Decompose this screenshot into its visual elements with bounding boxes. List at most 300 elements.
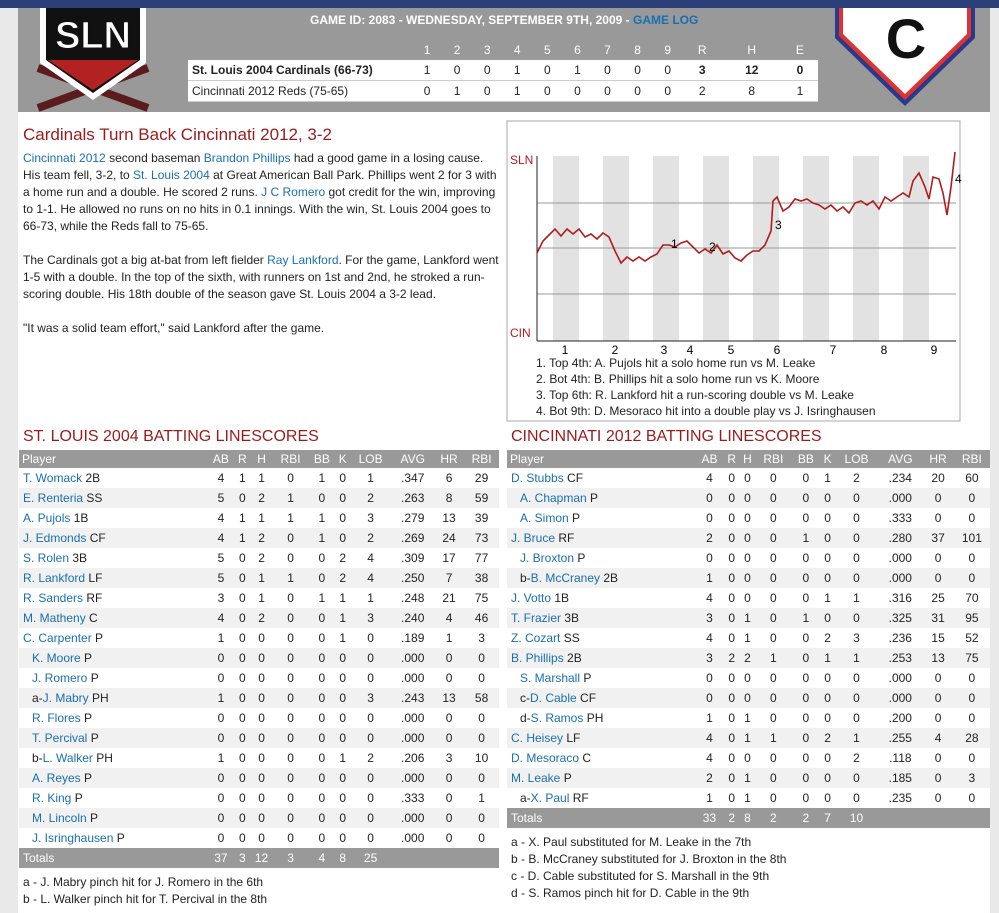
stat-cell: 0 xyxy=(239,751,246,765)
linescore-score: 2 xyxy=(683,81,722,102)
stat-cell: 0 xyxy=(934,751,942,765)
stat-cell: .236 xyxy=(888,631,912,645)
player-link[interactable]: E. Renteria xyxy=(23,491,84,505)
player-link[interactable]: S. Marshall xyxy=(520,671,581,685)
stat-cell: 0 xyxy=(724,488,740,508)
sub-marker: c- xyxy=(520,691,530,705)
stat-cell: .263 xyxy=(391,488,434,508)
footnote: c - D. Cable substituted for S. Marshall in the 9th xyxy=(511,869,770,883)
player-link[interactable]: S. Rolen xyxy=(23,551,70,565)
totals-row xyxy=(19,848,499,868)
stat-cell: 0 xyxy=(824,511,831,525)
stat-cell: 39 xyxy=(474,511,489,525)
player-link[interactable]: A. Pujols xyxy=(23,511,71,525)
player-link[interactable]: X. Paul xyxy=(530,791,570,805)
totals-cell: 7 xyxy=(820,808,834,828)
stat-cell: 0 xyxy=(922,488,953,508)
win-prob-note: 4. Bot 9th: D. Mesoraco hit into a double play vs J. Isringhausen xyxy=(536,404,876,418)
story-link[interactable]: Ray Lankford xyxy=(267,253,339,267)
stat-cell: 0 xyxy=(769,551,777,565)
stat-cell: 0 xyxy=(287,551,294,565)
player-cell xyxy=(507,668,695,688)
story-paragraph-3: "It was a solid team effort," said Lankford after the game. xyxy=(23,321,325,335)
batting-row xyxy=(507,688,990,708)
stat-cell: 0 xyxy=(250,728,273,748)
player-link[interactable]: K. Moore xyxy=(32,651,81,665)
batting-row xyxy=(507,488,990,508)
player-position: 2B xyxy=(603,571,619,585)
stat-cell: 0 xyxy=(273,768,308,788)
linescore-score: 0 xyxy=(623,81,653,102)
stat-cell: 0 xyxy=(755,688,791,708)
batting-row xyxy=(507,728,990,748)
stat-cell: 75 xyxy=(954,648,990,668)
player-position: PH xyxy=(586,711,604,725)
player-cell xyxy=(19,528,207,548)
stat-cell: 0 xyxy=(824,711,831,725)
player-cell xyxy=(507,628,695,648)
stat-cell: .200 xyxy=(888,711,912,725)
stat-cell: 6 xyxy=(445,471,453,485)
batting-row xyxy=(507,588,990,608)
stat-cell: 1 xyxy=(239,471,246,485)
stat-cell: 4 xyxy=(367,551,374,565)
stat-cell: 1 xyxy=(273,568,308,588)
sub-marker: a- xyxy=(32,691,43,705)
stat-cell: 0 xyxy=(802,471,810,485)
stat-cell: 0 xyxy=(318,711,326,725)
stat-cell: 1 xyxy=(235,528,250,548)
totals-cell xyxy=(922,808,953,828)
totals-cell: 2 xyxy=(791,808,820,828)
batting-row xyxy=(507,528,990,548)
inning-tick-label: 6 xyxy=(773,343,781,357)
stat-cell: .279 xyxy=(401,511,425,525)
stat-cell: 1 xyxy=(791,528,820,548)
stat-cell: .333 xyxy=(888,511,912,525)
stat-cell: 1 xyxy=(250,568,273,588)
batting-row xyxy=(19,648,499,668)
player-link[interactable]: J. Bruce xyxy=(511,531,556,545)
linescore-table xyxy=(188,40,818,102)
stat-cell: 101 xyxy=(954,528,990,548)
stat-cell: 0 xyxy=(695,488,724,508)
batting-column-header: RBI xyxy=(954,450,990,468)
stat-cell: 0 xyxy=(802,551,810,565)
stat-cell: 2 xyxy=(695,768,724,788)
linescore-score: 8 xyxy=(722,81,782,102)
stat-cell: 73 xyxy=(464,528,499,548)
player-link[interactable]: M. Leake xyxy=(511,771,561,785)
player-cell xyxy=(19,728,207,748)
stat-cell: 0 xyxy=(802,511,810,525)
player-link[interactable]: Z. Cozart xyxy=(511,631,561,645)
story-link[interactable]: J C Romero xyxy=(261,185,326,199)
player-cell xyxy=(19,648,207,668)
player-link[interactable]: L. Walker xyxy=(42,751,93,765)
player-link[interactable]: B. Phillips xyxy=(511,651,564,665)
story-link[interactable]: Cincinnati 2012 xyxy=(23,151,106,165)
batting-row xyxy=(19,608,499,628)
totals-cell: 3 xyxy=(273,848,308,868)
player-link[interactable]: A. Reyes xyxy=(32,771,81,785)
stat-cell: 1 xyxy=(740,728,756,748)
stat-cell: 0 xyxy=(769,591,777,605)
stat-cell: 0 xyxy=(250,648,273,668)
stat-cell: 75 xyxy=(474,591,489,605)
stat-cell: 0 xyxy=(445,791,453,805)
player-cell xyxy=(507,688,695,708)
batting-column-header: H xyxy=(740,450,756,468)
stat-cell: 0 xyxy=(791,768,820,788)
stat-cell: 0 xyxy=(287,471,294,485)
player-link[interactable]: J. Votto xyxy=(511,591,552,605)
stat-cell: 0 xyxy=(820,688,834,708)
story-link[interactable]: Brandon Phillips xyxy=(203,151,291,165)
player-link[interactable]: S. Ramos xyxy=(530,711,584,725)
stat-cell: 0 xyxy=(728,511,736,525)
stat-cell: 0 xyxy=(434,768,464,788)
player-position: CF xyxy=(89,531,106,545)
totals-cell: 33 xyxy=(695,808,724,828)
stat-cell: 0 xyxy=(824,551,831,565)
player-link[interactable]: C. Carpenter xyxy=(23,631,92,645)
stat-cell: 1 xyxy=(367,471,374,485)
stat-cell: 0 xyxy=(755,608,791,628)
stat-cell: 0 xyxy=(336,768,350,788)
linescore-score: 0 xyxy=(442,60,472,81)
linescore-score: 1 xyxy=(412,60,442,81)
linescore-score: 0 xyxy=(412,81,442,102)
stat-cell: 25 xyxy=(931,591,945,605)
home-batting-table xyxy=(507,450,990,828)
stat-cell: 0 xyxy=(287,751,294,765)
player-link[interactable]: B. McCraney xyxy=(530,571,601,585)
stat-cell: 2 xyxy=(250,608,273,628)
linescore-score: 0 xyxy=(472,81,502,102)
batting-row xyxy=(19,548,499,568)
stat-cell: 0 xyxy=(728,471,736,485)
stat-cell: 1 xyxy=(445,631,453,645)
reds-logo xyxy=(830,8,980,112)
footnote: b - B. McCraney substituted for J. Broxton in the 8th xyxy=(511,852,787,866)
batting-column-header: RBI xyxy=(464,450,499,468)
stat-cell: .000 xyxy=(391,808,434,828)
linescore-score: 1 xyxy=(502,60,532,81)
stat-cell: 0 xyxy=(744,471,751,485)
player-link[interactable]: R. Sanders xyxy=(23,591,84,605)
stat-cell: 13 xyxy=(922,648,953,668)
player-link[interactable]: R. Lankford xyxy=(23,571,86,585)
stat-cell: 0 xyxy=(235,608,250,628)
player-link[interactable]: R. Flores xyxy=(32,711,81,725)
stat-cell: 0 xyxy=(769,511,777,525)
stat-cell: .316 xyxy=(888,591,912,605)
inning-tick-label: 5 xyxy=(727,343,735,357)
stat-cell: 0 xyxy=(445,831,453,845)
batting-row xyxy=(19,568,499,588)
stat-cell: 0 xyxy=(207,768,235,788)
stat-cell: 4 xyxy=(706,751,713,765)
stat-cell: 0 xyxy=(724,608,740,628)
stat-cell: 1 xyxy=(791,608,820,628)
event-marker: 4 xyxy=(955,172,962,186)
home-footnotes xyxy=(511,834,786,902)
stat-cell: 20 xyxy=(931,471,945,485)
stat-cell: 0 xyxy=(724,528,740,548)
stat-cell: 2 xyxy=(336,568,350,588)
stat-cell: 1 xyxy=(755,728,791,748)
stat-cell: 0 xyxy=(769,711,777,725)
stat-cell: 0 xyxy=(235,808,250,828)
stat-cell: 0 xyxy=(802,711,810,725)
stat-cell: .000 xyxy=(391,728,434,748)
stat-cell: 0 xyxy=(835,488,878,508)
player-cell xyxy=(507,528,695,548)
stat-cell: 0 xyxy=(217,671,225,685)
batting-column-header: K xyxy=(820,450,834,468)
stat-cell: 0 xyxy=(802,671,810,685)
stat-cell: 0 xyxy=(755,488,791,508)
stat-cell: 0 xyxy=(207,808,235,828)
stat-cell: 3 xyxy=(445,751,453,765)
stat-cell: 0 xyxy=(954,568,990,588)
stat-cell: 0 xyxy=(318,551,326,565)
stat-cell: 1 xyxy=(824,591,831,605)
stat-cell: 0 xyxy=(706,511,713,525)
player-link[interactable]: A. Chapman xyxy=(520,491,587,505)
batting-row xyxy=(19,688,499,708)
stat-cell: 2 xyxy=(350,528,392,548)
batting-column-header: BB xyxy=(791,450,820,468)
inning-tick-label: 1 xyxy=(561,343,569,357)
stat-cell: 0 xyxy=(287,711,294,725)
batting-column-header: AB xyxy=(695,450,724,468)
story-text: at Great American Ball Park. Phillips went 2 for 3 with a home run and a double. He scored 2 runs. xyxy=(23,168,497,199)
stat-cell: 0 xyxy=(802,631,810,645)
stat-cell: .347 xyxy=(401,471,425,485)
batting-row xyxy=(19,468,499,488)
stat-cell: 2 xyxy=(820,728,834,748)
stat-cell: 0 xyxy=(934,711,942,725)
linescore-score: 0 xyxy=(592,60,622,81)
batting-row xyxy=(507,668,990,688)
linescore-score: 0 xyxy=(562,81,592,102)
player-link[interactable]: D. Cable xyxy=(530,691,577,705)
player-position: LF xyxy=(88,571,103,585)
stat-cell: 0 xyxy=(802,751,810,765)
stat-cell: 0 xyxy=(367,791,374,805)
stat-cell: 0 xyxy=(769,751,777,765)
player-link[interactable]: J. Isringhausen xyxy=(32,831,114,845)
batting-column-header: BB xyxy=(308,450,336,468)
player-link[interactable]: R. King xyxy=(32,791,72,805)
batting-row xyxy=(19,748,499,768)
stat-cell: 0 xyxy=(287,831,294,845)
inning-tick-label: 2 xyxy=(611,343,619,357)
stat-cell: 0 xyxy=(744,751,751,765)
stat-cell: 0 xyxy=(239,591,246,605)
linescore-score: 1 xyxy=(782,81,818,102)
stat-cell: 0 xyxy=(922,568,953,588)
player-position: P xyxy=(84,651,93,665)
stat-cell: 0 xyxy=(339,671,347,685)
player-cell xyxy=(507,568,695,588)
player-link[interactable]: D. Mesoraco xyxy=(511,751,580,765)
stat-cell: 0 xyxy=(728,751,736,765)
stat-cell: 77 xyxy=(474,551,489,565)
right-margin xyxy=(990,8,999,913)
stat-cell: .309 xyxy=(401,551,425,565)
player-cell xyxy=(507,728,695,748)
stat-cell: 0 xyxy=(968,791,976,805)
stat-cell: 0 xyxy=(934,511,942,525)
stat-cell: 1 xyxy=(318,591,326,605)
player-position: LF xyxy=(566,731,581,745)
stat-cell: 46 xyxy=(464,608,499,628)
batting-row xyxy=(19,488,499,508)
stat-cell: 0 xyxy=(853,551,860,565)
stat-cell: 0 xyxy=(217,711,225,725)
player-position: C xyxy=(582,751,592,765)
stat-cell: 0 xyxy=(239,631,246,645)
inning-header: 2 xyxy=(453,43,461,57)
stat-cell: .325 xyxy=(878,608,922,628)
stat-cell: 10 xyxy=(474,751,489,765)
batting-row xyxy=(507,748,990,768)
event-marker: 3 xyxy=(775,218,782,232)
player-position: 1B xyxy=(554,591,570,605)
player-cell xyxy=(19,668,207,688)
event-marker: 2 xyxy=(709,240,716,254)
player-link[interactable]: J. Romero xyxy=(32,671,88,685)
stat-cell: 1 xyxy=(744,791,751,805)
stat-cell: 0 xyxy=(464,728,499,748)
batting-column-header: LOB xyxy=(350,450,392,468)
stat-cell: 0 xyxy=(239,791,246,805)
stat-cell: 0 xyxy=(853,671,860,685)
stat-cell: .000 xyxy=(878,568,922,588)
player-link[interactable]: J. Mabry xyxy=(42,691,89,705)
player-position: P xyxy=(90,811,99,825)
stat-cell: 60 xyxy=(965,471,979,485)
player-link[interactable]: T. Percival xyxy=(32,731,88,745)
stat-cell: 1 xyxy=(336,608,350,628)
stat-cell: 3 xyxy=(954,768,990,788)
stat-cell: 0 xyxy=(728,711,736,725)
stat-cell: 59 xyxy=(464,488,499,508)
stat-cell: 2 xyxy=(250,488,273,508)
stat-cell: .000 xyxy=(391,768,434,788)
game-log-link[interactable]: GAME LOG xyxy=(632,13,699,27)
stat-cell: 0 xyxy=(464,648,499,668)
stat-cell: 37 xyxy=(922,528,953,548)
player-link[interactable]: M. Matheny xyxy=(23,611,86,625)
inning-tick-label: 4 xyxy=(686,343,694,357)
stat-cell: 29 xyxy=(474,471,489,485)
stat-cell: .189 xyxy=(401,631,425,645)
player-link[interactable]: T. Frazier xyxy=(511,611,562,625)
stat-cell: 0 xyxy=(769,471,777,485)
player-cell xyxy=(19,488,207,508)
stat-cell: 2 xyxy=(695,528,724,548)
stat-cell: 0 xyxy=(934,791,942,805)
player-link[interactable]: D. Stubbs xyxy=(511,471,564,485)
stat-cell: 1 xyxy=(339,751,347,765)
stat-cell: 15 xyxy=(931,631,945,645)
player-link[interactable]: J. Broxton xyxy=(520,551,575,565)
player-link[interactable]: M. Lincoln xyxy=(32,811,87,825)
stat-cell: 1 xyxy=(318,511,326,525)
player-link[interactable]: T. Womack xyxy=(23,471,83,485)
sub-marker: a- xyxy=(520,791,531,805)
batting-row xyxy=(507,628,990,648)
stat-cell: 0 xyxy=(273,728,308,748)
player-link[interactable]: J. Edmonds xyxy=(23,531,87,545)
win-prob-note: 2. Bot 4th: B. Phillips hit a solo home run vs K. Moore xyxy=(536,372,820,386)
stat-cell: 0 xyxy=(728,551,736,565)
totals-cell: 2 xyxy=(755,808,791,828)
stat-cell: 1 xyxy=(755,648,791,668)
stat-cell: 0 xyxy=(724,688,740,708)
stat-cell: .118 xyxy=(889,751,912,765)
batting-row xyxy=(507,548,990,568)
stat-cell: 0 xyxy=(350,648,392,668)
stat-cell: 0 xyxy=(235,568,250,588)
player-cell xyxy=(19,568,207,588)
linescore-row xyxy=(188,81,818,102)
stat-cell: 0 xyxy=(445,671,453,685)
stat-cell: .243 xyxy=(391,688,434,708)
stat-cell: 0 xyxy=(820,768,834,788)
player-cell xyxy=(507,748,695,768)
stat-cell: 0 xyxy=(367,671,374,685)
stat-cell: 0 xyxy=(791,488,820,508)
stat-cell: 0 xyxy=(273,608,308,628)
stat-cell: 21 xyxy=(442,591,456,605)
player-link[interactable]: C. Heisey xyxy=(511,731,564,745)
stat-cell: 1 xyxy=(744,711,751,725)
batting-header-row xyxy=(507,450,990,468)
stat-cell: 0 xyxy=(239,831,246,845)
player-cell xyxy=(19,708,207,728)
stat-cell: 0 xyxy=(339,791,347,805)
stat-cell: 0 xyxy=(336,488,350,508)
story-link[interactable]: St. Louis 2004 xyxy=(133,168,210,182)
story-paragraph-2 xyxy=(23,252,501,303)
stat-cell: 0 xyxy=(258,831,265,845)
batting-row xyxy=(507,788,990,808)
linescore-score: 1 xyxy=(442,81,472,102)
stat-cell: 0 xyxy=(769,631,777,645)
stat-cell: 3 xyxy=(695,608,724,628)
player-cell xyxy=(507,468,695,488)
stat-cell: 4 xyxy=(706,471,713,485)
totals-cell: 10 xyxy=(835,808,878,828)
stat-cell: 7 xyxy=(434,568,464,588)
stat-cell: 0 xyxy=(791,568,820,588)
story-text: . For the game, Lankford went 1-5 with a double. In the top of the sixth, with runners on 1st and 2nd, he stroked a run-scoring double. His 18th double of the season gave St. Louis 2004 a 3-2 lead. xyxy=(23,253,499,301)
stat-cell: 0 xyxy=(318,831,326,845)
player-cell xyxy=(507,488,695,508)
story-text: The Cardinals got a big at-bat from left fielder xyxy=(23,253,268,267)
player-link[interactable]: A. Simon xyxy=(520,511,569,525)
stat-cell: 0 xyxy=(239,671,246,685)
batting-row xyxy=(19,628,499,648)
stat-cell: 0 xyxy=(367,631,374,645)
stat-cell: .000 xyxy=(878,688,922,708)
player-cell xyxy=(507,648,695,668)
